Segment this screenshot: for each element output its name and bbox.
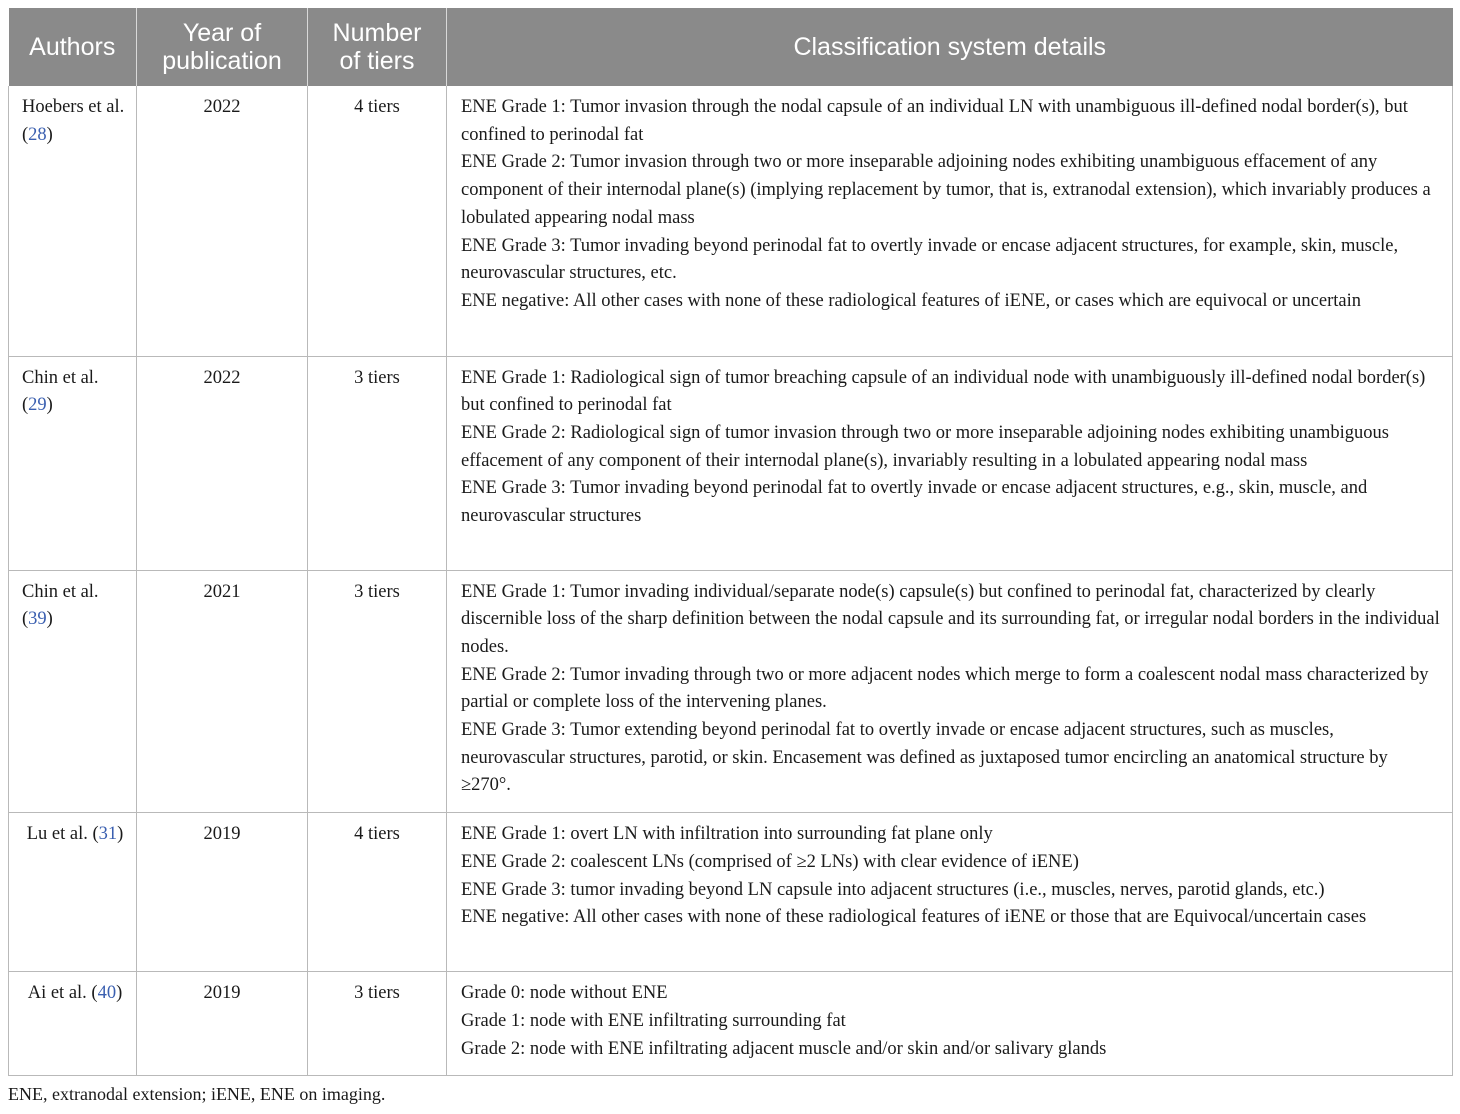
details-cell — [447, 86, 1453, 356]
details-cell — [447, 570, 1453, 813]
table-row — [9, 86, 1453, 356]
tiers-cell: 3 tiers — [308, 972, 447, 1076]
detail-line: ENE Grade 1: overt LN with infiltration into surrounding fat plane only — [461, 824, 993, 845]
authors-cell — [9, 813, 137, 972]
detail-line: ENE Grade 1: Radiological sign of tumor breaching capsule of an individual node with unambiguously ill-defined nodal border(s) but confined to perinodal fat — [461, 367, 1426, 416]
authors-text: Chin et al. ( — [22, 581, 99, 630]
authors-close: ) — [117, 824, 124, 845]
header-tiers: Number of tiers — [308, 8, 447, 86]
classification-table-container — [8, 8, 1452, 1076]
table-body — [9, 86, 1453, 1076]
authors-text: Hoebers et al. ( — [22, 97, 125, 145]
authors-close: ) — [116, 983, 123, 1004]
detail-line: Grade 0: node without ENE — [461, 983, 668, 1004]
tiers-cell: 4 tiers — [308, 813, 447, 972]
tiers-cell: 3 tiers — [308, 570, 447, 813]
reference-link[interactable]: 29 — [28, 395, 47, 416]
detail-line: ENE negative: All other cases with none of these radiological features of iENE, or cases which are equivocal or uncertain — [461, 290, 1361, 311]
detail-line: ENE negative: All other cases with none of these radiological features of iENE or those that are Equivocal/uncertain cases — [461, 907, 1367, 928]
reference-link[interactable]: 40 — [97, 983, 117, 1004]
detail-line: ENE Grade 3: Tumor invading beyond perinodal fat to overtly invade or encase adjacent structures, e.g., skin, muscle, and neurovascular structures — [461, 478, 1368, 527]
header-row — [9, 8, 1453, 86]
authors-text: Lu et al. ( — [26, 824, 99, 845]
year-cell: 2022 — [137, 86, 308, 356]
classification-table — [8, 8, 1453, 1076]
authors-cell — [9, 86, 137, 356]
detail-line: ENE Grade 1: Tumor invasion through the nodal capsule of an individual LN with unambiguous ill-defined nodal border(s), but confined to perinodal fat — [461, 97, 1408, 145]
header-year: Year of publication — [137, 8, 308, 86]
detail-line: ENE Grade 2: Radiological sign of tumor invasion through two or more inseparable adjoining nodes exhibiting unambiguous effacement of any component of their internodal plane(s), invariably resulting in a lobulated appearing nodal mass — [461, 422, 1389, 471]
table-row — [9, 356, 1453, 570]
reference-link[interactable]: 39 — [28, 609, 47, 630]
detail-line: ENE Grade 2: Tumor invading through two or more adjacent nodes which merge to form a coalescent nodal mass characterized by partial or complete loss of the intervening planes. — [461, 664, 1429, 713]
header-details: Classification system details — [447, 8, 1453, 86]
tiers-cell: 3 tiers — [308, 356, 447, 570]
table-row — [9, 813, 1453, 972]
authors-close: ) — [46, 395, 53, 416]
details-cell — [447, 813, 1453, 972]
detail-line: ENE Grade 2: Tumor invasion through two or more inseparable adjoining nodes exhibiting unambiguous effacement of any component of their internodal plane(s) (implying replacement by tumor, that is, extranodal extension), which invariably produces a lobulated appearing nodal mass — [461, 152, 1431, 228]
year-cell: 2019 — [137, 972, 308, 1076]
detail-line: ENE Grade 3: tumor invading beyond LN capsule into adjacent structures (i.e., muscles, nerves, parotid glands, etc.) — [461, 879, 1325, 900]
authors-text: Chin et al. ( — [22, 367, 99, 416]
detail-line: ENE Grade 1: Tumor invading individual/separate node(s) capsule(s) but confined to perinodal fat, characterized by clearly discernible loss of the sharp definition between the nodal capsule and its surrounding fat, or irregular nodal borders in the individual nodes. — [461, 581, 1440, 657]
detail-line: ENE Grade 3: Tumor extending beyond perinodal fat to overtly invade or encase adjacent structures, such as muscles, neurovascular structures, parotid, or skin. Encasement was defined as juxtaposed tumor encircling an anatomical structure by ≥270°. — [461, 720, 1388, 796]
year-cell: 2021 — [137, 570, 308, 813]
table-footnote: ENE, extranodal extension; iENE, ENE on imaging. — [8, 1084, 386, 1104]
authors-text: Ai et al. ( — [27, 983, 98, 1004]
authors-cell — [9, 356, 137, 570]
table-row — [9, 570, 1453, 813]
year-cell: 2022 — [137, 356, 308, 570]
authors-close: ) — [46, 124, 53, 145]
detail-line: ENE Grade 2: coalescent LNs (comprised of ≥2 LNs) with clear evidence of iENE) — [461, 851, 1079, 872]
details-cell — [447, 972, 1453, 1076]
authors-close: ) — [46, 609, 53, 630]
detail-line: ENE Grade 3: Tumor invading beyond perinodal fat to overtly invade or encase adjacent structures, for example, skin, muscle, neurovascular structures, etc. — [461, 235, 1399, 284]
reference-link[interactable]: 28 — [28, 124, 47, 145]
details-cell — [447, 356, 1453, 570]
year-cell: 2019 — [137, 813, 308, 972]
header-authors: Authors — [9, 8, 137, 86]
authors-cell — [9, 972, 137, 1076]
table-header — [9, 8, 1453, 86]
reference-link[interactable]: 31 — [98, 824, 118, 845]
table-row — [9, 972, 1453, 1076]
tiers-cell: 4 tiers — [308, 86, 447, 356]
detail-line: Grade 1: node with ENE infiltrating surrounding fat — [461, 1010, 846, 1031]
authors-cell — [9, 570, 137, 813]
detail-line: Grade 2: node with ENE infiltrating adjacent muscle and/or skin and/or salivary glands — [461, 1038, 1107, 1059]
